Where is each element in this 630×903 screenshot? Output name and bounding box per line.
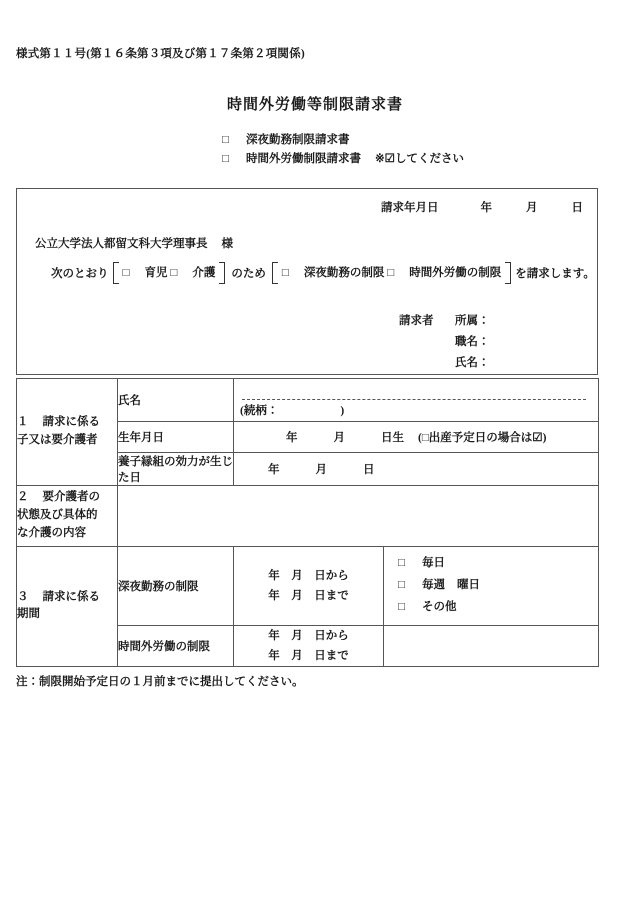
section3-item-night: 深夜勤務の制限 <box>118 547 234 626</box>
section1-label2: 子又は要介護者 <box>17 434 98 446</box>
checkbox-nursing-icon[interactable]: □ <box>170 267 178 279</box>
claim-date-day: 日 <box>571 202 583 214</box>
dob-day: 日生 <box>381 432 404 444</box>
statement-prefix: 次のとおり <box>51 268 109 280</box>
restriction-label-overtime: 時間外労働の制限 <box>409 267 502 279</box>
section2-label-cell <box>17 486 118 547</box>
section3-label-cell <box>17 547 118 667</box>
title-option-note: ※☑してください <box>375 153 464 165</box>
checkbox-overtime-restriction-icon[interactable]: □ <box>387 267 395 279</box>
requester-block <box>399 311 490 374</box>
section1-name-input-cell[interactable] <box>234 379 599 422</box>
adoption-year: 年 <box>268 464 280 476</box>
checkbox-night-duty-icon[interactable]: □ <box>222 134 229 146</box>
section1-dob-cell[interactable] <box>234 422 599 453</box>
title-option-row-night <box>222 131 464 150</box>
frequency-label-weekly: 毎週 <box>422 578 445 591</box>
section1-label-cell <box>17 379 118 486</box>
bracket-right-icon <box>219 262 225 284</box>
adoption-fields <box>234 461 598 477</box>
section3-label2: 期間 <box>17 608 40 621</box>
section1-number: １ <box>17 416 29 429</box>
restriction-options <box>278 262 505 284</box>
restriction-option-overtime <box>387 267 501 279</box>
checkbox-daily-icon[interactable]: □ <box>398 557 405 569</box>
section2-label3: な介護の内容 <box>17 526 86 539</box>
frequency-option-daily <box>398 553 598 575</box>
checkbox-weekly-icon[interactable]: □ <box>398 578 405 591</box>
section3-frequency-cell-empty[interactable] <box>384 625 599 666</box>
section3-number: ３ <box>17 590 29 603</box>
title-option-label-overtime: 時間外労働制限請求書 <box>246 153 361 165</box>
addressee-name: 公立大学法人都留文科大学理事長 <box>35 238 208 250</box>
requester-label-affiliation: 所属： <box>455 315 490 327</box>
night-date-to: 年 月 日まで <box>268 589 349 602</box>
statement-middle: のため <box>231 268 266 280</box>
frequency-weekday-field[interactable]: 曜日 <box>457 578 480 591</box>
table-row <box>17 486 599 547</box>
checkbox-night-restriction-icon[interactable]: □ <box>281 267 289 279</box>
section1-adoption-cell[interactable] <box>234 453 599 486</box>
frequency-label-daily: 毎日 <box>422 557 445 569</box>
section3-dates-night[interactable] <box>234 547 384 626</box>
section3-frequency-cell <box>384 547 599 626</box>
overtime-date-to: 年 月 日まで <box>268 649 349 662</box>
requester-label-name: 氏名： <box>455 357 490 369</box>
requester-heading: 請求者 <box>399 315 434 327</box>
dob-month: 月 <box>333 432 345 444</box>
reason-bracket-group <box>113 262 226 284</box>
frequency-label-other: その他 <box>422 600 457 613</box>
checkbox-childcare-icon[interactable]: □ <box>122 267 130 279</box>
section1-item-dob: 生年月日 <box>118 422 234 453</box>
section3-dates-overtime[interactable] <box>234 625 384 666</box>
night-date-from: 年 月 日から <box>268 569 349 582</box>
requester-row-affiliation <box>399 311 490 332</box>
section1-item-name: 氏名 <box>118 379 234 422</box>
relation-field <box>240 402 344 418</box>
requester-row-position <box>399 332 490 353</box>
section2-label: 要介護者の <box>42 491 100 504</box>
reason-label-nursing: 介護 <box>192 267 216 279</box>
statement-suffix: を請求します。 <box>515 268 595 280</box>
dob-year: 年 <box>286 432 298 444</box>
section1-label: 請求に係る <box>42 416 100 429</box>
footer-note: 注：制限開始予定日の１月前までに提出してください。 <box>16 676 304 688</box>
reason-option-childcare <box>123 267 168 279</box>
checkbox-other-icon[interactable]: □ <box>398 600 405 613</box>
bracket-right-icon-2 <box>505 262 511 284</box>
frequency-option-weekly <box>398 575 598 597</box>
request-details-table <box>16 378 599 667</box>
checkbox-overtime-icon[interactable]: □ <box>222 153 229 165</box>
restriction-label-night: 深夜勤務の制限 <box>303 267 385 279</box>
form-number: 様式第１１号(第１６条第３項及び第１７条第２項関係) <box>16 48 305 60</box>
request-statement <box>51 262 595 284</box>
dob-due-date-note[interactable]: (□出産予定日の場合は☑) <box>418 432 547 444</box>
section3-label: 請求に係る <box>42 590 100 603</box>
request-header-box <box>16 188 598 375</box>
restriction-bracket-group <box>272 262 511 284</box>
reason-option-nursing <box>170 267 215 279</box>
name-write-line <box>242 399 586 400</box>
claim-date-line <box>381 199 583 215</box>
title-option-list <box>222 131 464 169</box>
page-title: 時間外労働等制限請求書 <box>226 97 403 113</box>
table-row <box>17 547 599 626</box>
addressee-honorific: 様 <box>221 238 233 250</box>
dob-fields <box>234 429 598 445</box>
adoption-day: 日 <box>363 464 375 476</box>
section2-label2: 状態及び具体的 <box>17 509 98 522</box>
section2-value-cell[interactable] <box>118 486 599 547</box>
reason-label-childcare: 育児 <box>144 267 168 279</box>
section3-item-overtime: 時間外労働の制限 <box>118 625 234 666</box>
frequency-option-list <box>384 547 598 625</box>
title-option-row-overtime <box>222 150 464 169</box>
restriction-option-night <box>282 267 385 279</box>
adoption-month: 月 <box>315 464 327 476</box>
overtime-date-from: 年 月 日から <box>268 629 349 642</box>
table-row <box>17 379 599 422</box>
claim-date-month: 月 <box>526 202 538 214</box>
title-option-label-night: 深夜勤務制限請求書 <box>246 134 350 146</box>
section1-item-adoption: 養子縁組の効力が生じた日 <box>118 453 234 486</box>
relation-close: ) <box>340 405 345 417</box>
frequency-option-other <box>398 597 598 619</box>
claim-date-label: 請求年月日 <box>381 202 439 214</box>
relation-label: (続柄： <box>240 405 279 417</box>
section2-number: ２ <box>17 491 29 504</box>
requester-label-position: 職名： <box>455 336 490 348</box>
addressee-line <box>35 235 233 251</box>
reason-options <box>119 262 220 284</box>
requester-row-name <box>399 353 490 374</box>
claim-date-year: 年 <box>480 202 492 214</box>
